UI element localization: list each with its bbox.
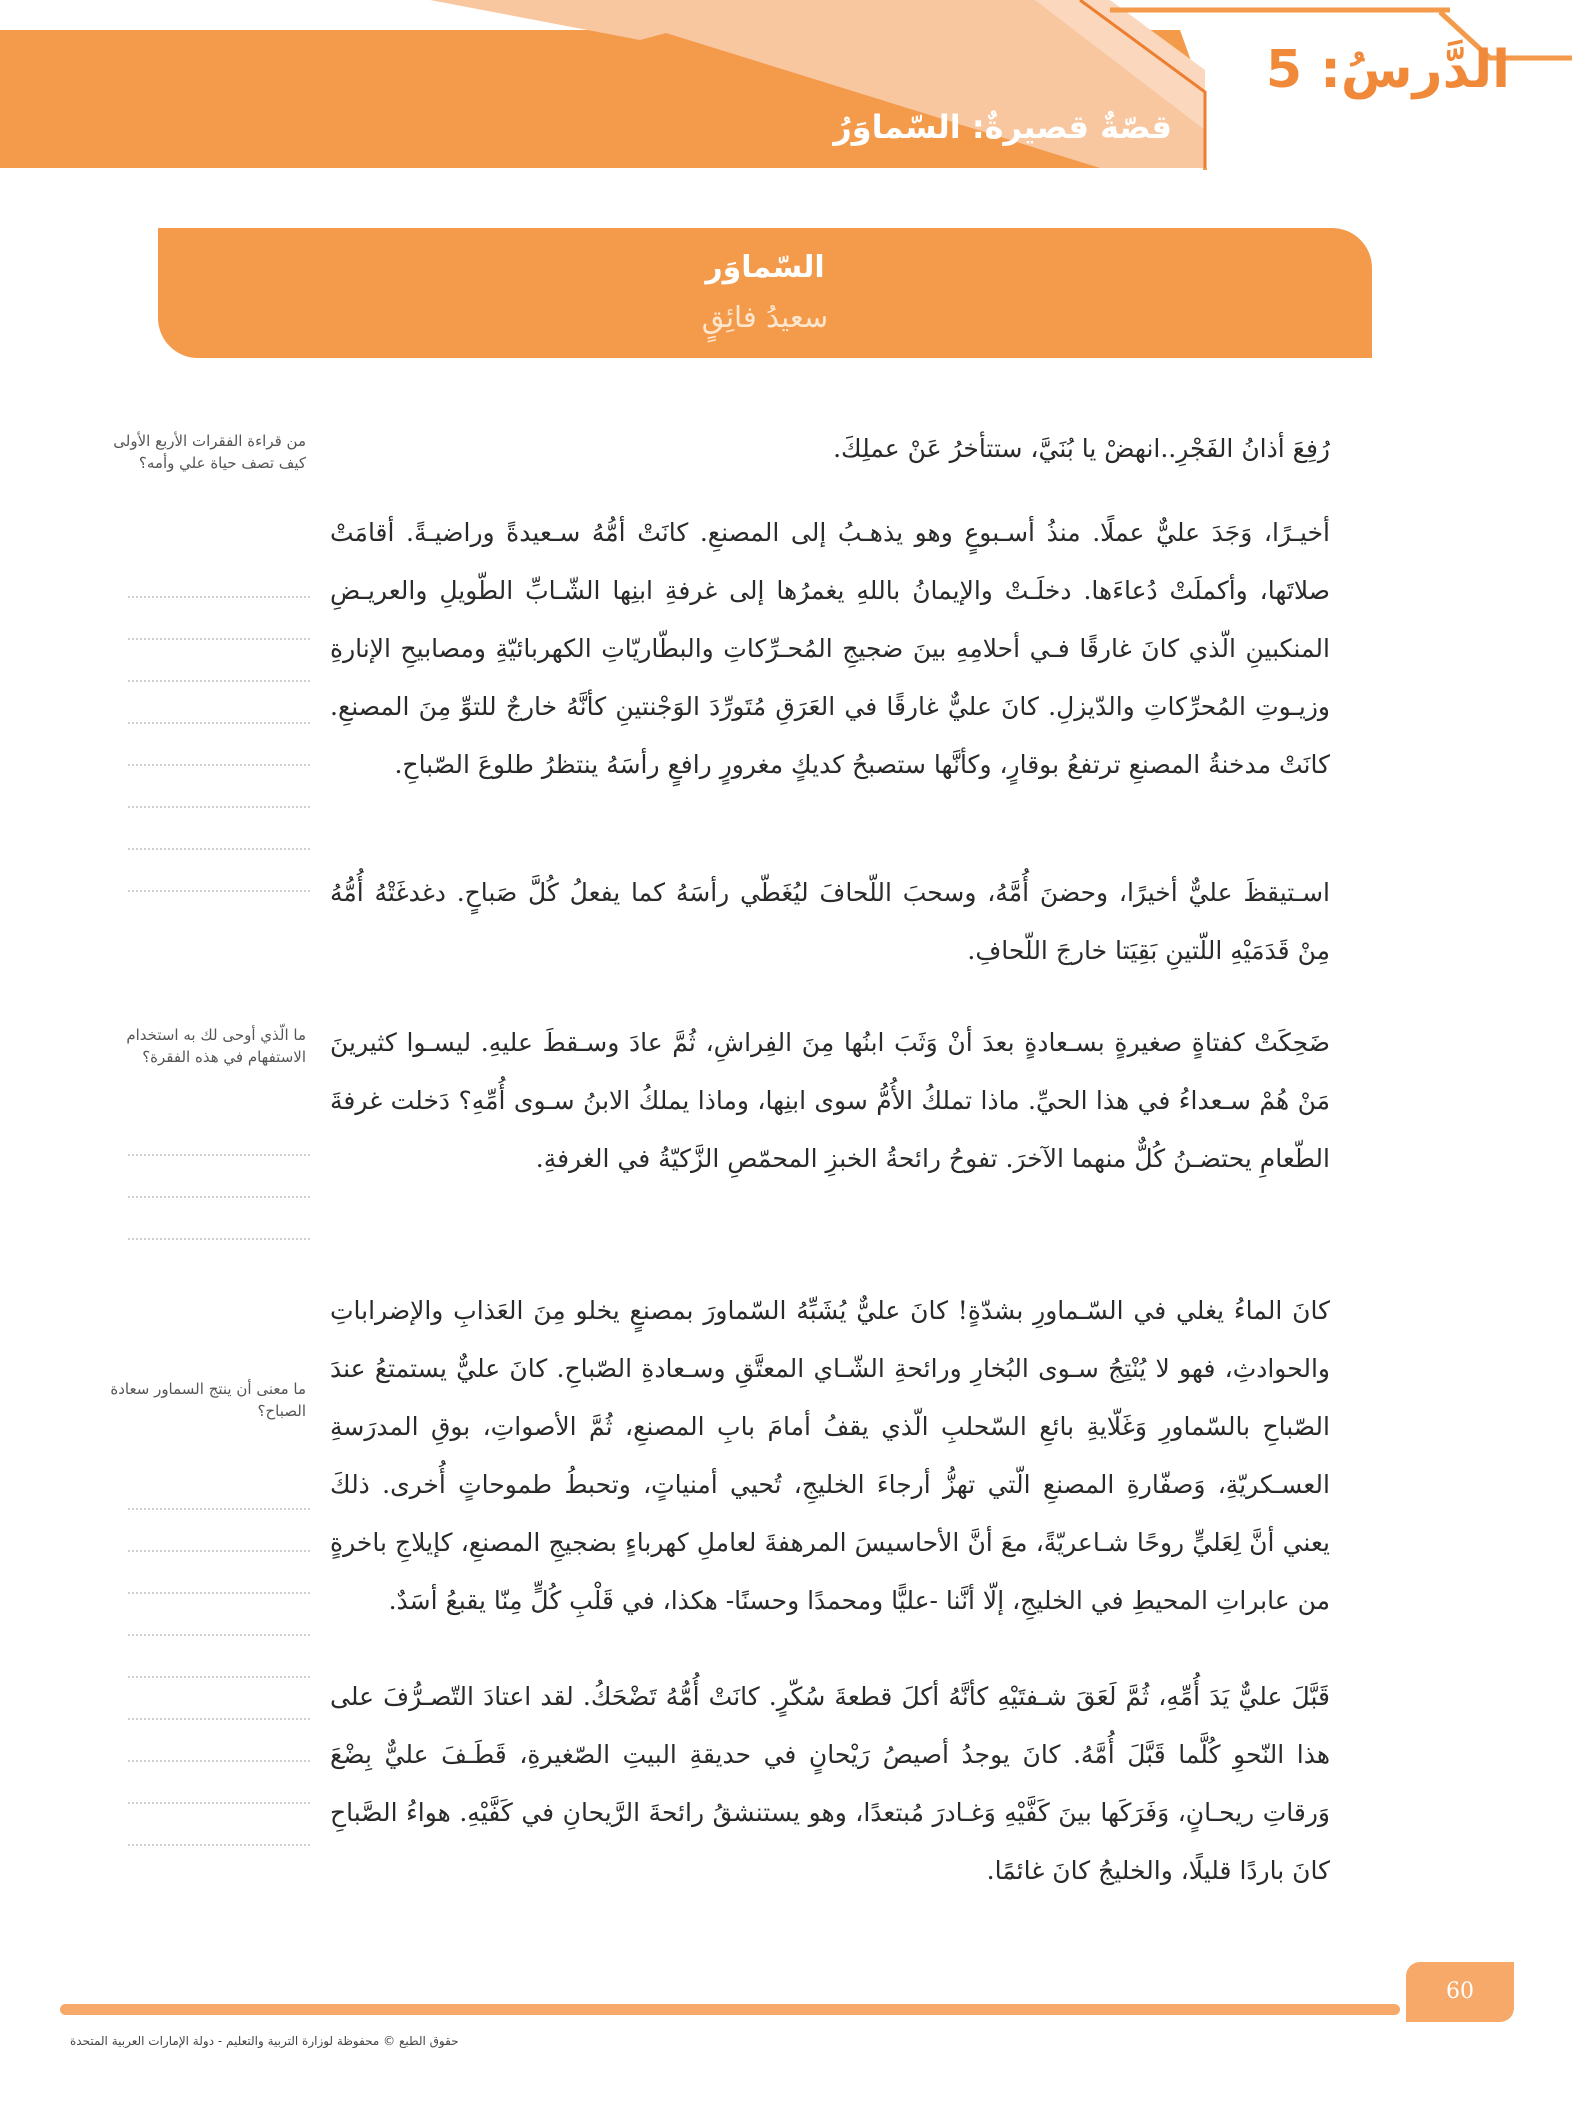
side-note-2: ما الّذي أوحى لك به استخدام الاستفهام في هذه الفقرة؟	[126, 1026, 306, 1066]
story-paragraph-3: اسـتيقظَ عليٌّ أخيرًا، وحضنَ أُمَّهُ، وسحبَ اللّحافَ ليُغَطّي رأسَهُ كما يفعلُ كُلَّ صَباحٍ. دغدغَتْهُ أُمُّهُ مِنْ قَدَمَيْهِ اللّتينِ بَقِيَتا خارجَ اللّحافِ.	[330, 878, 1330, 965]
page-number: 60	[1446, 1979, 1474, 2004]
side-note-3: ما معنى أن ينتج السماور سعادة الصباح؟	[110, 1380, 306, 1420]
side-note-1: من قراءة الفقرات الأربع الأولى كيف تصف حياة علي وأمه؟	[113, 432, 306, 472]
story-author: سعيدُ فائِقٍ	[701, 300, 829, 334]
story-paragraph-5: كانَ الماءُ يغلي في السّـماورِ بشدّةٍ! كانَ عليٌّ يُشَبِّهُ السّماورَ بمصنعٍ يخلو مِنَ العَذابِ والإضراباتِ والحوادثِ، فهو لا يُنْتِجُ سـوى البُخارِ ورائحةِ الشّـاي المعتَّقِ وسـعادةِ الصّباحِ. كانَ عليٌّ يستمتعُ عندَ الصّباحِ بالسّماورِ وَغَلّايةِ بائعِ السّحلبِ الّذي يقفُ أمامَ بابِ المصنعِ، ثُمَّ الأصواتِ، بوقِ المدرَسةِ العسـكريّةِ، وَصفّارةِ المصنعِ الّتي تهزُّ أرجاءَ الخليجِ، تُحيي أمنياتٍ، وتحبطُ طموحاتٍ أُخرى. ذلكَ يعني أنَّ لِعَليٍّ روحًا شـاعريّةً، معَ أنَّ الأحاسيسَ المرهفةَ لعاملِ كهرباءٍ بضجيجِ المصنعِ، كإيلاجِ باخرةٍ من عابراتِ المحيطِ في الخليجِ، إلّا أنَّنا -عليًّا ومحمدًا وحسنًا- هكذا، في قَلْبِ كُلٍّ مِنّا يقبعُ أسَدٌ.	[330, 1296, 1330, 1615]
answer-lines-2	[128, 1154, 310, 1240]
lesson-subtitle: قصّةٌ قصيرةٌ: السّماوَرُ	[833, 108, 1172, 146]
lesson-number: الدَّرسُ: 5	[1265, 40, 1510, 100]
story-paragraph-4: ضَحِكَتْ كفتاةٍ صغيرةٍ بسـعادةٍ بعدَ أنْ وَثَبَ ابنُها مِنَ الفِراشِ، ثُمَّ عادَ وسـقطَ عليهِ. ليسـوا كثيرينَ مَنْ هُمْ سـعداءُ في هذا الحيِّ. ماذا تملكُ الأُمُّ سوى ابنِها، وماذا يملكُ الابنُ سـوى أُمِّهِ؟ دَخلت غرفةَ الطّعامِ يحتضـنُ كُلٌّ منهما الآخرَ. تفوحُ رائحةُ الخبزِ المحمّصِ الزَّكيّةُ في الغرفةِ.	[330, 1028, 1330, 1173]
footer-bar	[60, 2004, 1400, 2015]
story-paragraph-6: قَبَّلَ عليٌّ يَدَ أُمِّهِ، ثُمَّ لَعَقَ شـفتَيْهِ كأنَّهُ أكلَ قطعةَ سُكّرٍ. كانَتْ أُمُّهُ تَضْحَكُ. لقد اعتادَ التّصـرُّفَ على هذا النّحوِ كُلَّما قَبَّلَ أُمَّهُ. كانَ يوجدُ أصيصُ رَيْحانٍ في حديقةِ البيتِ الصّغيرةِ، قَطَـفَ عليٌّ بِضْعَ وَرقاتِ ريحـانٍ، وَفَرَكَها بينَ كَفَّيْهِ وَغـادرَ مُبتعدًا، وهو يستنشقُ رائحةَ الرَّيحانِ في كَفَّيْهِ. هواءُ الصَّباحِ كانَ باردًا قليلًا، والخليجُ كانَ غائمًا.	[330, 1682, 1330, 1885]
story-title: السّماوَر	[705, 250, 825, 285]
story-paragraph-2: أخيـرًا، وَجَدَ عليٌّ عملًا. منذُ أسـبوعٍ وهو يذهـبُ إلى المصنعِ. كانَتْ أمُّهُ سـعيدةً وراضيـةً. أقامَتْ صلاتَها، وأكملَتْ دُعاءَها. دخلَـتْ والإيمانُ باللهِ يغمرُها إلى غرفةِ ابنِها الشّـابِّ الطّويلِ والعريـضِ المنكبينِ الّذي كانَ غارقًا فـي أحلامِهِ بينَ ضجيجِ المُحـرِّكاتِ والبطّاريّاتِ الكهربائيّةِ ومصابيحِ الإنارةِ وزيـوتِ المُحرِّكاتِ والدّيزلِ. كانَ عليٌّ غارقًا في العَرَقِ مُتَورِّدَ الوَجْنتينِ كأنَّهُ خارجٌ للتوِّ مِنَ المصنعِ. كانَتْ مدخنةُ المصنعِ ترتفعُ بوقارٍ، وكأنَّها ستصبحُ كديكٍ مغرورٍ رافعٍ رأسَهُ ينتظرُ طلوعَ الصّباحِ.	[330, 518, 1330, 779]
copyright-notice: حقوق الطبع © محفوظة لوزارة التربية والتعليم - دولة الإمارات العربية المتحدة	[70, 2034, 459, 2048]
answer-lines-1	[128, 596, 310, 892]
answer-lines-3	[128, 1508, 310, 1846]
story-paragraph-1: رُفِعَ أذانُ الفَجْرِ..انهضْ يا بُنَيَّ، ستتأخرُ عَنْ عملِكَ.	[833, 434, 1330, 463]
story-title-banner	[158, 228, 1372, 358]
